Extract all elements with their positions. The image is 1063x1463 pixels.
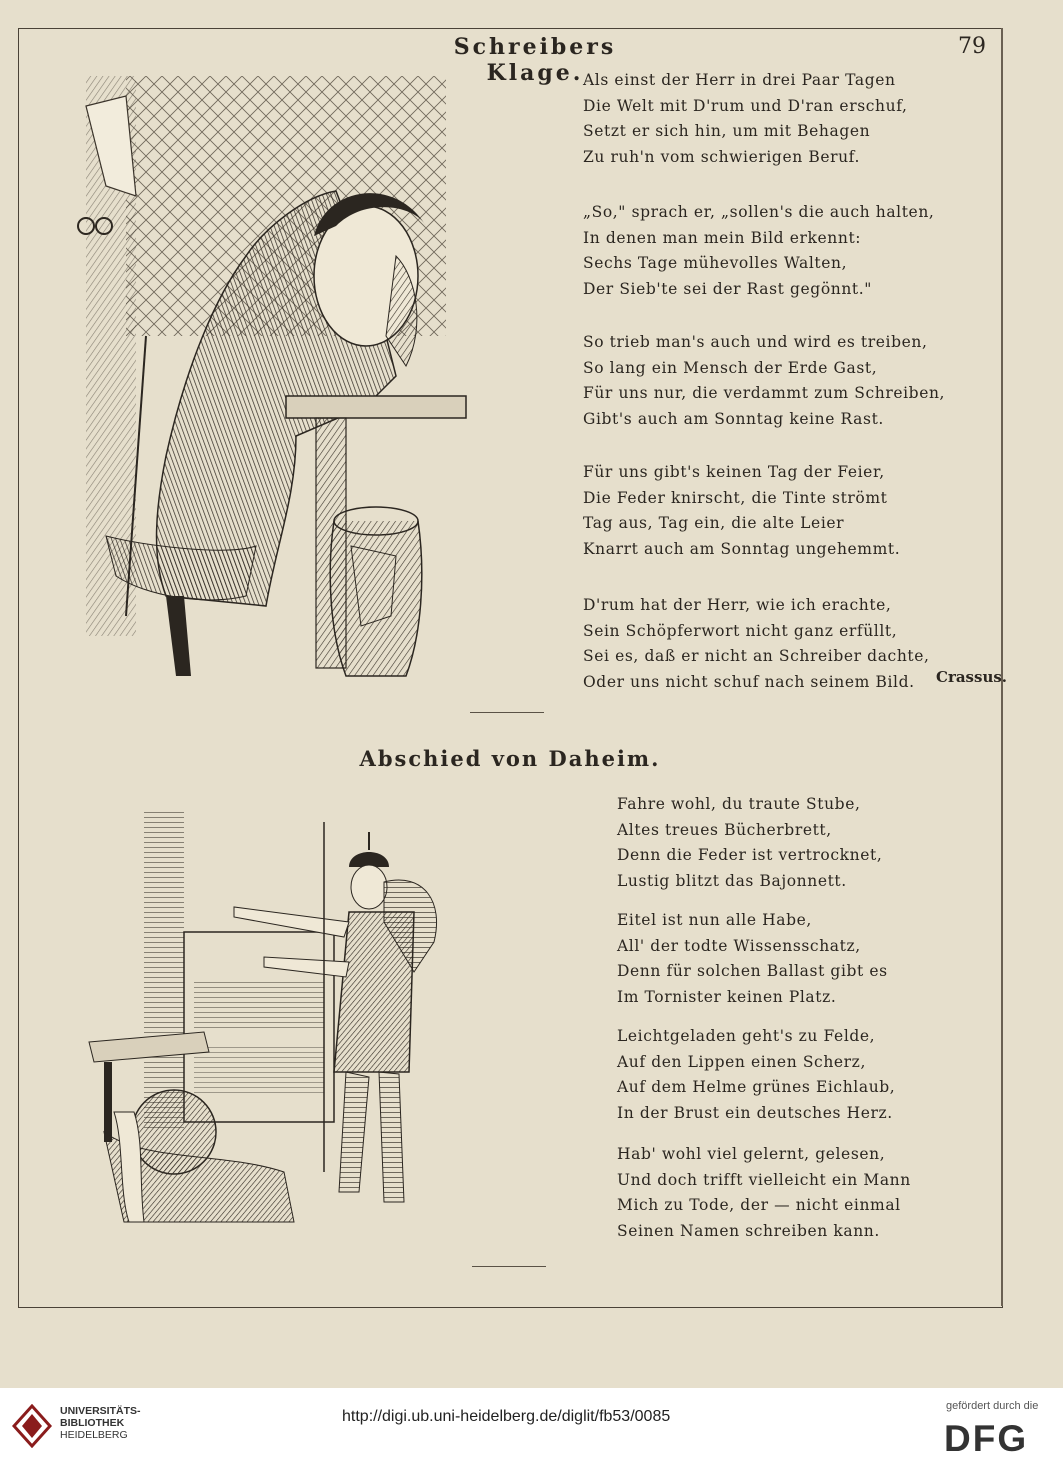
funding-caption: gefördert durch die xyxy=(946,1400,1039,1412)
poem1-stanza-1 xyxy=(583,68,908,170)
viewer-footer xyxy=(0,1388,1063,1463)
library-name-line: UNIVERSITÄTS- xyxy=(60,1405,141,1417)
poem-line: Im Tornister keinen Platz. xyxy=(617,987,837,1006)
poem-line: Der Sieb'te sei der Rast gegönnt." xyxy=(583,279,873,298)
section-divider xyxy=(470,712,544,713)
poem-line: Auf den Lippen einen Scherz, xyxy=(617,1052,866,1071)
poem-line: Hab' wohl viel gelernt, gelesen, xyxy=(617,1145,886,1163)
poem-line: Als einst der Herr in drei Paar Tagen xyxy=(583,71,896,89)
library-name-line: BIBLIOTHEK xyxy=(60,1417,125,1429)
poem1-stanza-4 xyxy=(583,460,900,562)
poem1-stanza-3 xyxy=(583,330,945,432)
author-signature: Crassus. xyxy=(936,668,1008,686)
running-title: Schreibers Klage. xyxy=(453,34,617,86)
poem-line: Altes treues Bücherbrett, xyxy=(617,820,832,839)
poem-line: All' der todte Wissensschatz, xyxy=(617,936,861,955)
university-library-logo-icon xyxy=(12,1404,52,1448)
poem-line: Für uns nur, die verdammt zum Schreiben, xyxy=(583,384,946,402)
poem-line: „So," sprach er, „sollen's die auch halten, xyxy=(583,203,935,221)
poem-line: Fahre wohl, du traute Stube, xyxy=(617,795,861,813)
poem-line: Setzt er sich hin, um mit Behagen xyxy=(583,122,871,140)
poem-line: Knarrt auch am Sonntag ungehemmt. xyxy=(583,539,901,558)
poem-line: Seinen Namen schreiben kann. xyxy=(617,1221,880,1240)
poem-line: Für uns gibt's keinen Tag der Feier, xyxy=(583,463,885,481)
poem-line: Und doch trifft vielleicht ein Mann xyxy=(617,1170,911,1189)
poem-line: In der Brust ein deutsches Herz. xyxy=(617,1103,893,1122)
poem2-stanza-3 xyxy=(617,1024,895,1126)
poem-line: Leichtgeladen geht's zu Felde, xyxy=(617,1027,876,1045)
illustration-weary-clerk xyxy=(66,76,480,696)
poem1-stanza-5 xyxy=(583,593,930,695)
section-end-divider xyxy=(472,1266,546,1267)
illustration-departing-soldier xyxy=(84,812,454,1242)
poem1-stanza-2 xyxy=(583,200,934,302)
permalink-url[interactable]: http://digi.ub.uni-heidelberg.de/diglit/fb53/0085 xyxy=(342,1408,671,1425)
poem2-stanza-4 xyxy=(617,1142,911,1244)
poem-line: Zu ruh'n vom schwierigen Beruf. xyxy=(583,147,860,166)
poem-line: Denn die Feder ist vertrocknet, xyxy=(617,846,883,864)
poem2-stanza-1 xyxy=(617,792,882,894)
poem-line: Die Feder knirscht, die Tinte strömt xyxy=(583,488,888,507)
poem-line: Die Welt mit D'rum und D'ran erschuf, xyxy=(583,96,908,115)
poem-line: Eitel ist nun alle Habe, xyxy=(617,911,812,929)
poem-line: Sechs Tage mühevolles Walten, xyxy=(583,254,848,272)
poem-line: Tag aus, Tag ein, die alte Leier xyxy=(583,514,845,532)
poem2-title: Abschied von Daheim. xyxy=(359,746,661,771)
dfg-logo: DFG xyxy=(944,1418,1029,1459)
poem-line: Oder uns nicht schuf nach seinem Bild. xyxy=(583,672,915,691)
poem-line: D'rum hat der Herr, wie ich erachte, xyxy=(583,596,892,614)
poem-line: Denn für solchen Ballast gibt es xyxy=(617,962,888,980)
poem-line: In denen man mein Bild erkennt: xyxy=(583,228,862,247)
poem-line: Auf dem Helme grünes Eichlaub, xyxy=(617,1078,896,1096)
poem-line: Gibt's auch am Sonntag keine Rast. xyxy=(583,409,884,428)
poem-line: So trieb man's auch und wird es treiben, xyxy=(583,333,928,351)
frame-right-rule xyxy=(1001,28,1003,1306)
poem-line: Mich zu Tode, der — nicht einmal xyxy=(617,1196,901,1214)
library-name xyxy=(60,1405,141,1441)
poem-line: Sein Schöpferwort nicht ganz erfüllt, xyxy=(583,621,898,640)
poem-line: So lang ein Mensch der Erde Gast, xyxy=(583,358,878,377)
library-name-line: HEIDELBERG xyxy=(60,1429,128,1441)
poem-line: Sei es, daß er nicht an Schreiber dachte, xyxy=(583,647,930,665)
poem-line: Lustig blitzt das Bajonnett. xyxy=(617,871,847,890)
poem2-stanza-2 xyxy=(617,908,888,1010)
page-number: 79 xyxy=(958,34,986,59)
